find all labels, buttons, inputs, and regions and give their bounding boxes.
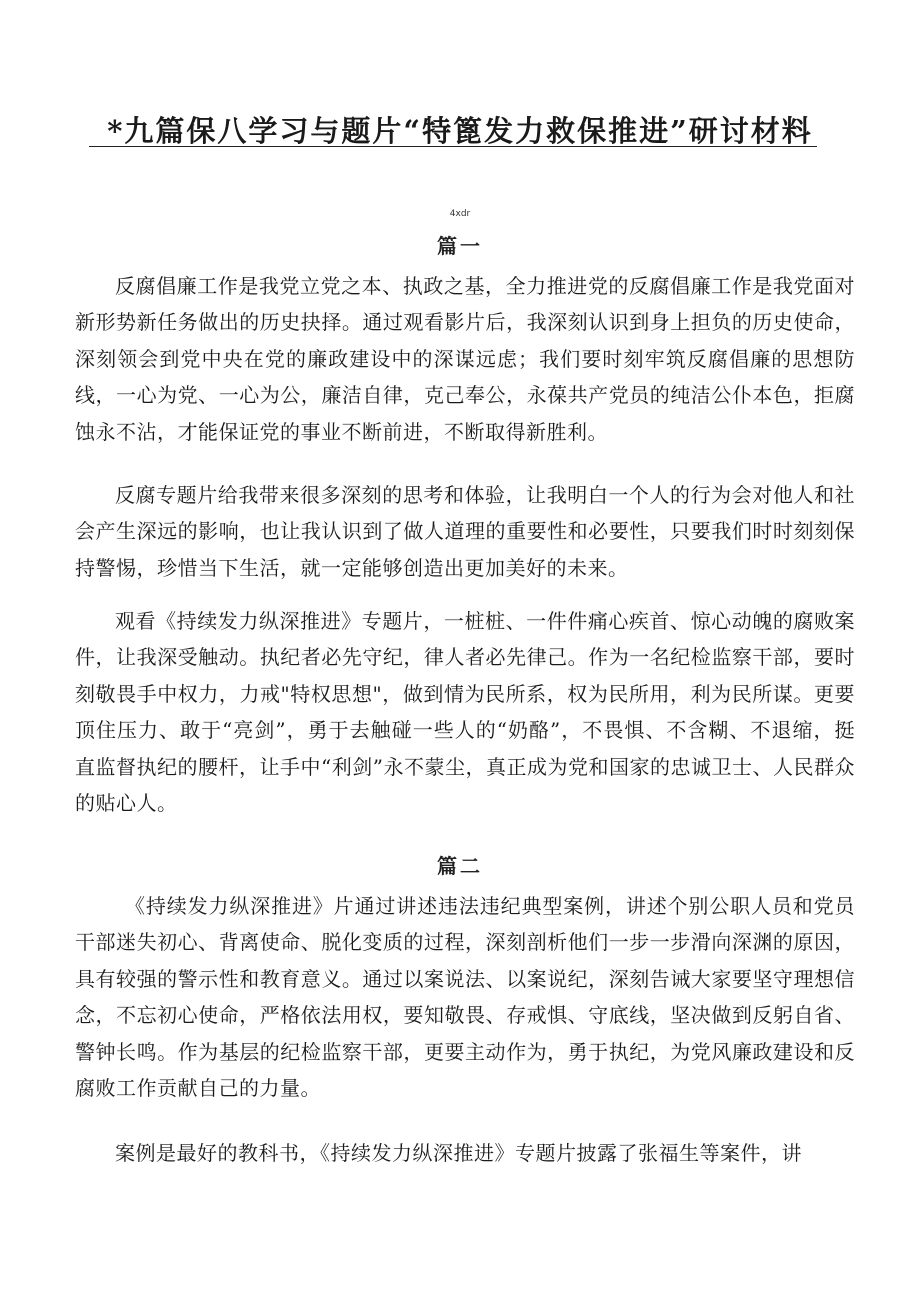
section-heading-1: 篇一 — [437, 234, 483, 258]
title-underline — [89, 146, 817, 147]
paragraph-2-2: 案例是最好的教科书，《持续发力纵深推进》专题片披露了张福生等案件，讲 — [115, 1141, 802, 1165]
document-code: 4xdr — [449, 209, 471, 219]
section-heading-2: 篇二 — [437, 854, 483, 878]
paragraph-1-2: 反腐专题片给我带来很多深刻的思考和体验，让我明白一个人的行为会对他人和社会产生深远的影响，也让我认识到了做人道理的重要性和必要性，只要我们时时刻刻保持警惕，珍惜当下生活，就一定能够创造出更加美好的未来。 — [75, 483, 855, 580]
paragraph-1-1: 反腐倡廉工作是我党立党之本、执政之基，全力推进党的反腐倡廉工作是我党面对新形势新任务做出的历史抉择。通过观看影片后，我深刻认识到身上担负的历史使命，深刻领会到党中央在党的廉政建设中的深谋远虑；我们要时刻牢筑反腐倡廉的思想防线，一心为党、一心为公，廉洁自律，克己奉公，永葆共产党员的纯洁公仆本色，拒腐蚀永不沾，才能保证党的事业不断前进，不断取得新胜利。 — [75, 274, 855, 444]
document-title: *九篇保八学习与题片“特篦发力救保推进”研讨材料 — [107, 114, 813, 148]
paragraph-2-1: 《持续发力纵深推进》片通过讲述违法违纪典型案例，讲述个别公职人员和党员干部迷失初心、背离使命、脱化变质的过程，深刻剖析他们一步一步滑向深渊的原因，具有较强的警示性和教育意义。通过以案说法、以案说纪，深刻告诫大家要坚守理想信念，不忘初心使命，严格依法用权，要知敬畏、存戒惧、守底线，坚决做到反躬自省、警钟长鸣。作为基层的纪检监察干部，更要主动作为，勇于执纪，为党风廉政建设和反腐败工作贡献自己的力量。 — [75, 894, 855, 1101]
paragraph-1-3: 观看《持续发力纵深推进》专题片，一桩桩、一件件痛心疾首、惊心动魄的腐败案件，让我深受触动。执纪者必先守纪，律人者必先律己。作为一名纪检监察干部，要时刻敬畏手中权力，力戒"特权思想"，做到情为民所系，权为民所用，利为民所谋。更要顶住压力、敢于“亮剑”，勇于去触碰一些人的“奶酪”，不畏惧、不含糊、不退缩，挺直监督执纪的腰杆，让手中“利剑”永不蒙尘，真正成为党和国家的忠诚卫士、人民群众的贴心人。 — [75, 609, 855, 816]
